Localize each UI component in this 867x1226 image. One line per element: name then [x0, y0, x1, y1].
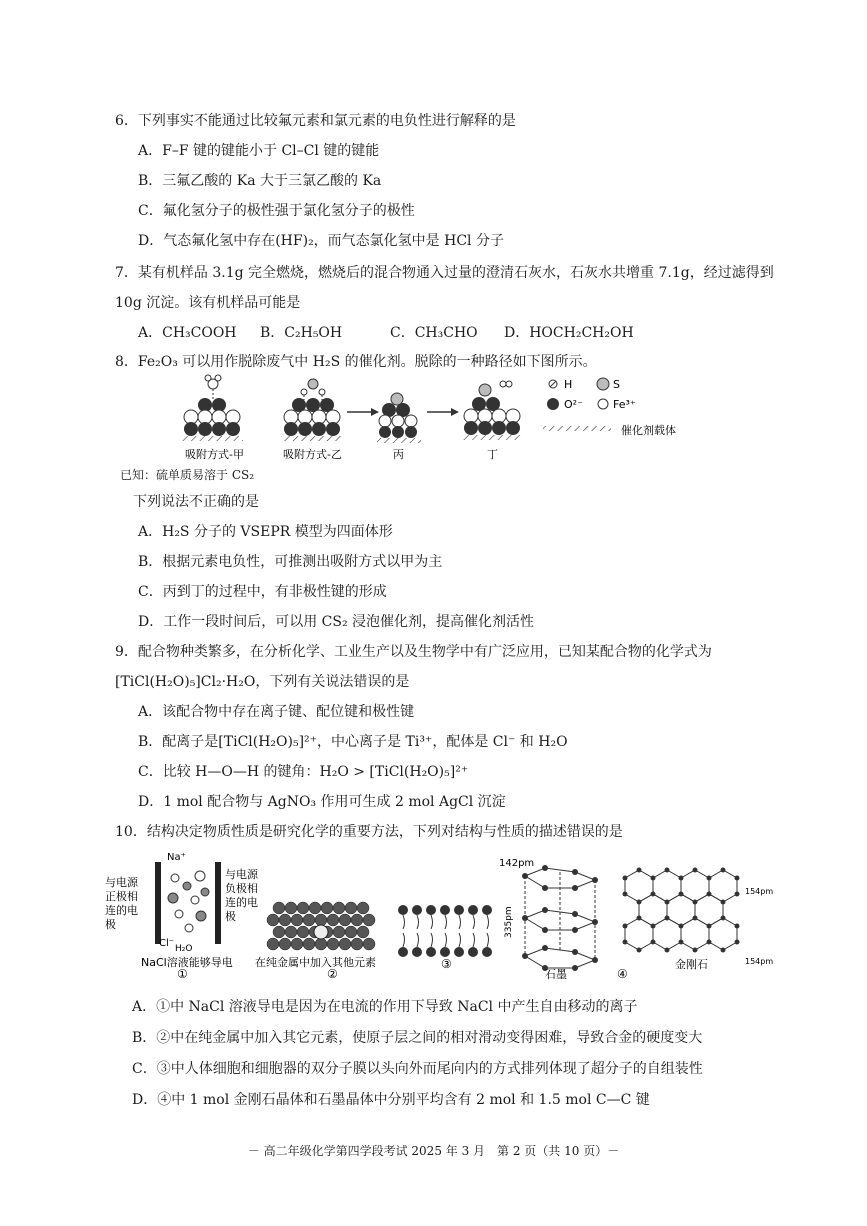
- svg-text:连的电: 连的电: [105, 904, 138, 917]
- q9-stem-line1: 9．配合物种类繁多，在分析化学、工业生产以及生物学中有广泛应用，已知某配合物的化学式为: [115, 644, 712, 660]
- q8-option-b: B．根据元素电负性，可推测出吸附方式以甲为主: [138, 554, 443, 570]
- adsorption-a-model: [181, 375, 243, 441]
- q9-option-c: C．比较 H—O—H 的键角：H₂O > [TiCl(H₂O)₅]²⁺: [138, 764, 469, 780]
- alloy-diagram: [255, 902, 376, 980]
- q6-option-c: C．氟化氢分子的极性强于氯化氢分子的极性: [138, 203, 415, 219]
- q9-option-b: B．配离子是[TiCl(H₂O)₅]²⁺，中心离子是 Ti³⁺，配体是 Cl⁻ 和 H₂O: [138, 734, 568, 750]
- q10-stem: 10．结构决定物质性质是研究化学的重要方法，下列对结构与性质的描述错误的是: [115, 824, 623, 840]
- q7-option-b: B．C₂H₅OH: [260, 325, 343, 341]
- svg-text:在纯金属中加入其他元素: 在纯金属中加入其他元素: [255, 956, 376, 969]
- step-c-model: [377, 393, 421, 443]
- q8-stem: 8．Fe₂O₃ 可以用作脱除废气中 H₂S 的催化剂。脱除的一种路径如下图所示。: [115, 354, 597, 370]
- svg-text:154pm: 154pm: [745, 887, 774, 896]
- svg-text:②: ②: [327, 967, 338, 980]
- q10-option-b: B．②中在纯金属中加入其它元素，使原子层之间的相对滑动变得困难，导致合金的硬度变大: [132, 1030, 703, 1046]
- legend: [543, 378, 676, 437]
- svg-text:正极相: 正极相: [105, 890, 138, 903]
- q8-sub: 下列说法不正确的是: [133, 494, 259, 510]
- q7-stem-line1: 7．某有机样品 3.1g 完全燃烧，燃烧后的混合物通入过量的澄清石灰水，石灰水共增重 7.1g，经过滤得到: [115, 265, 774, 281]
- label-step-d: 丁: [487, 448, 498, 461]
- svg-text:与电源: 与电源: [105, 876, 138, 889]
- legend-carrier: 催化剂载体: [621, 424, 676, 437]
- legend-s: S: [613, 378, 620, 391]
- legend-fe: Fe³⁺: [613, 398, 636, 411]
- q9-stem-line2: [TiCl(H₂O)₅]Cl₂·H₂O，下列有关说法错误的是: [115, 674, 410, 690]
- svg-text:负极相: 负极相: [225, 882, 258, 895]
- label-step-c: 丙: [393, 448, 404, 461]
- step-d-model: [461, 381, 523, 440]
- q10-option-c: C．③中人体细胞和细胞器的双分子膜以头向外而尾向内的方式排列体现了超分子的自组装性: [132, 1061, 703, 1077]
- q6-stem: 6．下列事实不能通过比较氟元素和氯元素的电负性进行解释的是: [115, 113, 516, 129]
- svg-text:154pm: 154pm: [745, 957, 774, 966]
- svg-text:142pm: 142pm: [499, 858, 535, 869]
- svg-text:石墨: 石墨: [545, 968, 567, 980]
- diamond-diagram: [623, 868, 774, 972]
- q8-catalyst-figure: [175, 372, 715, 464]
- q7-option-c: C．CH₃CHO: [390, 325, 478, 341]
- legend-h: H: [564, 378, 573, 391]
- graphite-diagram: [499, 858, 628, 980]
- svg-text:连的电: 连的电: [225, 896, 258, 909]
- svg-text:极: 极: [105, 918, 116, 931]
- q7-stem-line2: 10g 沉淀。该有机样品可能是: [115, 295, 301, 311]
- q7-option-d: D．HOCH₂CH₂OH: [504, 325, 634, 341]
- q7-option-a: A．CH₃COOH: [138, 325, 237, 341]
- bilayer-diagram: [398, 905, 492, 971]
- q8-option-a: A．H₂S 分子的 VSEPR 模型为四面体形: [138, 524, 393, 540]
- svg-text:金刚石: 金刚石: [675, 958, 708, 971]
- q8-option-d: D．工作一段时间后，可以用 CS₂ 浸泡催化剂，提高催化剂活性: [138, 614, 535, 630]
- q10-option-d: D．④中 1 mol 金刚石晶体和石墨晶体中分别平均含有 2 mol 和 1.5 mol C—C 键: [132, 1092, 650, 1108]
- q8-note: 已知：硫单质易溶于 CS₂: [120, 468, 255, 482]
- q10-structure-figure: [105, 848, 785, 980]
- adsorption-b-model: [281, 379, 343, 441]
- legend-o: O²⁻: [564, 398, 583, 411]
- page-footer: － 高二年级化学第四学段考试 2025 年 3 月 第 2 页（共 10 页）－: [247, 1144, 620, 1158]
- q9-option-d: D．1 mol 配合物与 AgNO₃ 作用可生成 2 mol AgCl 沉淀: [138, 794, 506, 810]
- q9-option-a: A．该配合物中存在离子键、配位键和极性键: [138, 704, 415, 720]
- q6-option-d: D．气态氟化氢中存在(HF)₂，而气态氯化氢中是 HCl 分子: [138, 233, 504, 249]
- svg-text:③: ③: [441, 957, 452, 971]
- q6-option-b: B．三氟乙酸的 Ka 大于三氯乙酸的 Ka: [138, 173, 382, 189]
- svg-text:①: ①: [177, 967, 188, 980]
- label-adsorption-a: 吸附方式-甲: [185, 448, 244, 461]
- svg-text:Na⁺: Na⁺: [167, 852, 186, 863]
- label-adsorption-b: 吸附方式-乙: [283, 448, 342, 461]
- svg-text:H₂O: H₂O: [175, 944, 193, 954]
- svg-text:Cl⁻: Cl⁻: [159, 938, 175, 949]
- svg-text:④: ④: [617, 967, 628, 980]
- q10-option-a: A．①中 NaCl 溶液导电是因为在电流的作用下导致 NaCl 中产生自由移动的离子: [132, 999, 638, 1015]
- svg-text:与电源: 与电源: [225, 868, 258, 881]
- svg-text:NaCl溶液能够导电: NaCl溶液能够导电: [141, 956, 233, 969]
- q6-option-a: A．F–F 键的键能小于 Cl–Cl 键的键能: [138, 143, 380, 159]
- nacl-conduction-diagram: [105, 852, 259, 980]
- q7-options: [138, 324, 738, 342]
- svg-text:335pm: 335pm: [504, 906, 514, 938]
- q8-option-c: C．丙到丁的过程中，有非极性键的形成: [138, 584, 387, 600]
- svg-text:极: 极: [225, 910, 236, 923]
